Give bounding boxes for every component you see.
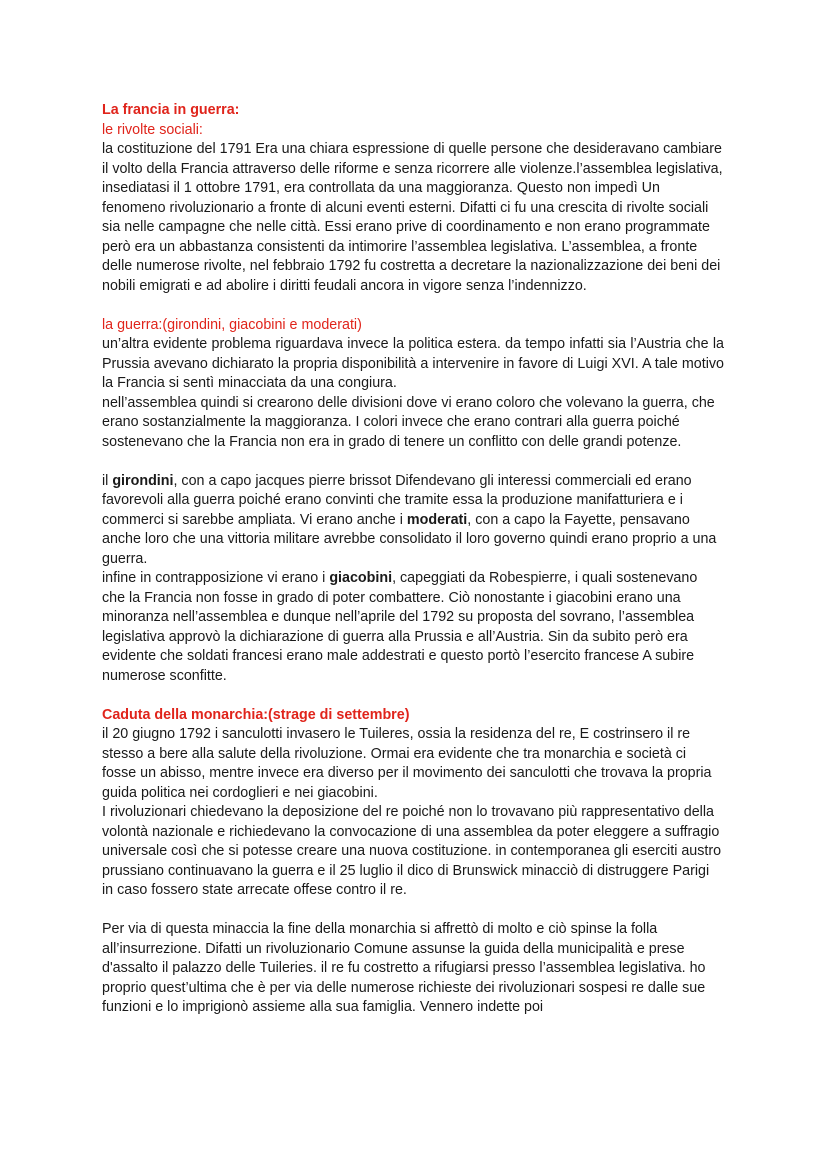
paragraph-girondini: il girondini, con a capo jacques pierre brissot Difendevano gli interessi commerciali ed erano favorevoli alla guerra poiché erano convinti che tramite essa la produzione manifatturiera e i commerci si sarebbe ampliata. Vi erano anche i moderati, con a capo la Fayette, pensavano anche loro che una vittoria militare avrebbe consolidato il loro governo quindi erano proprio a una guerra.	[102, 472, 717, 567]
subtitle-la-guerra: la guerra:(girondini, giacobini e moderati)	[102, 316, 362, 333]
spacer	[102, 901, 724, 921]
spacer	[102, 452, 724, 472]
paragraph-rivolte: la costituzione del 1791 Era una chiara espressione di quelle persone che desideravano cambiare il volto della Francia attraverso delle riforme e senza ricorrere alle violenze.l’assemblea legislativa, insediatasi il 1 ottobre 1791, era controllata da una maggioranza. Questo non impedì Un fenomeno rivoluzionario a fronte di alcuni eventi esterni. Difatti ci fu una crescita di rivolte sociali sia nelle campagne che nelle città. Essi erano prive di coordinamento e non erano programmate però era un abbastanza consistenti da intimorire l’assemblea legislativa. L’assemblea, a fronte delle numerose rivolte, nel febbraio 1792 fu costretta a decretare la nazionalizzazione dei beni dei nobili emigrati e ad abolire i diritti feudali ancora in vigore senza l’indennizzo.	[102, 141, 723, 294]
paragraph-giacobini: infine in contrapposizione vi erano i giacobini, capeggiati da Robespierre, i quali sostenevano che la Francia non fosse in grado di poter combattere. Ciò nonostante i giacobini erano una minoranza nell’assemblea e dunque nell’aprile del 1792 su proposta del sovrano, l’assemblea legislativa approvò la dichiarazione di guerra alla Prussia e all’Austria. Sin da subito però era evidente che soldati francesi erano male addestrati e questo portò l’esercito francese A subire numerose sconfitte.	[102, 570, 698, 684]
term-girondini: girondini	[112, 472, 174, 489]
section-title-caduta-monarchia: Caduta della monarchia:(strage di settembre)	[102, 706, 410, 723]
subtitle-rivolte-sociali: le rivolte sociali:	[102, 121, 203, 138]
term-moderati: moderati	[406, 511, 468, 528]
paragraph-sanculotti: il 20 giugno 1792 i sanculotti invasero le Tuileres, ossia la residenza del re, E costrinsero il re stesso a bere alla salute della rivoluzione. Ormai era evidente che tra monarchia e società ci fosse un abisso, mentre invece era diverso per il movimento dei sanculotti che trovava la propria guida politica nei cordoglieri e nei giacobini.	[102, 726, 712, 801]
spacer	[102, 296, 724, 316]
term-giacobini: giacobini	[329, 570, 393, 586]
spacer	[102, 686, 724, 706]
document-page	[102, 101, 724, 1018]
paragraph-divisioni: nell’assemblea quindi si crearono delle divisioni dove vi erano coloro che volevano la guerra, che erano sostanzialmente la maggioranza. I colori invece che erano contrari alla guerra poiché sostenevano che la Francia non era in grado di tenere un conflitto con delle grandi potenze.	[102, 394, 715, 450]
section-title-francia-in-guerra: La francia in guerra:	[102, 102, 240, 118]
paragraph-politica-estera: un’altra evidente problema riguardava invece la politica estera. da tempo infatti sia l’Austria che la Prussia avevano dichiarato la propria disponibilità a intervenire in favore di Luigi XVI. A tale motivo la Francia si sentì minacciata da una congiura.	[102, 336, 724, 391]
paragraph-fine-monarchia: Per via di questa minaccia la fine della monarchia si affrettò di molto e ciò spinse la folla all’insurrezione. Difatti un rivoluzionario Comune assunse la guida della municipalità e prese d'assalto il palazzo delle Tuileries. il re fu costretto a rifugiarsi presso l’assemblea legislativa. ho proprio quest’ultima che è per via delle numerose richieste dei rivoluzionari sospesi re dalle sue funzioni e lo imprigionò assieme alla sua famiglia. Vennero indette poi	[102, 921, 706, 1015]
paragraph-rivoluzionari: I rivoluzionari chiedevano la deposizione del re poiché non lo trovavano più rappresentativo della volontà nazionale e richiedevano la convocazione di una assemblea da poter eleggere a suffragio universale così che si potesse creare una nuova costituzione. in contemporanea gli eserciti austro prussiano continuavano la guerra e il 25 luglio il dico di Brunswick minacciò di distruggere Parigi in caso fossero state arrecate offese contro il re.	[102, 804, 722, 898]
